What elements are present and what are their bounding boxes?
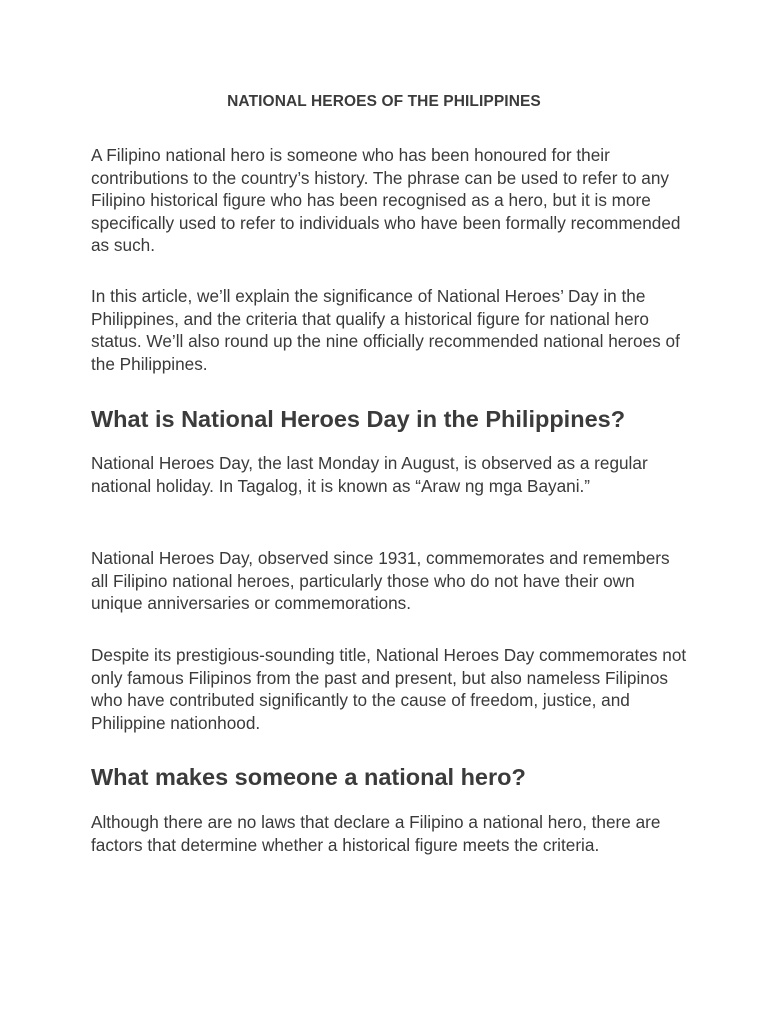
intro-paragraph-2: In this article, we’ll explain the significance of National Heroes’ Day in the Philippines, and the criteria that qualify a historical figure for national hero status. We’ll also round up the nine officially recommended national heroes of the Philippines. — [91, 286, 680, 374]
document-title: NATIONAL HEROES OF THE PHILIPPINES — [227, 93, 541, 110]
day-paragraph-2: National Heroes Day, observed since 1931, commemorates and remembers all Filipino national heroes, particularly those who do not have their own unique anniversaries or commemorations. — [91, 548, 670, 613]
intro-paragraph-1: A Filipino national hero is someone who has been honoured for their contributions to the country’s history. The phrase can be used to refer to any Filipino historical figure who has been recognised as a hero, but it is more specifically used to refer to individuals who have been formally recommended as such. — [91, 145, 681, 255]
section-heading-what-is-day: What is National Heroes Day in the Philippines? — [91, 406, 626, 432]
criteria-paragraph-1: Although there are no laws that declare a Filipino a national hero, there are factors that determine whether a historical figure meets the criteria. — [91, 812, 661, 855]
section-heading-what-makes-hero: What makes someone a national hero? — [91, 764, 526, 790]
day-paragraph-1: National Heroes Day, the last Monday in August, is observed as a regular national holiday. In Tagalog, it is known as “Araw ng mga Bayani.” — [91, 453, 648, 496]
day-paragraph-3: Despite its prestigious-sounding title, National Heroes Day commemorates not only famous Filipinos from the past and present, but also nameless Filipinos who have contributed significantly to the cause of freedom, justice, and Philippine nationhood. — [91, 645, 687, 733]
